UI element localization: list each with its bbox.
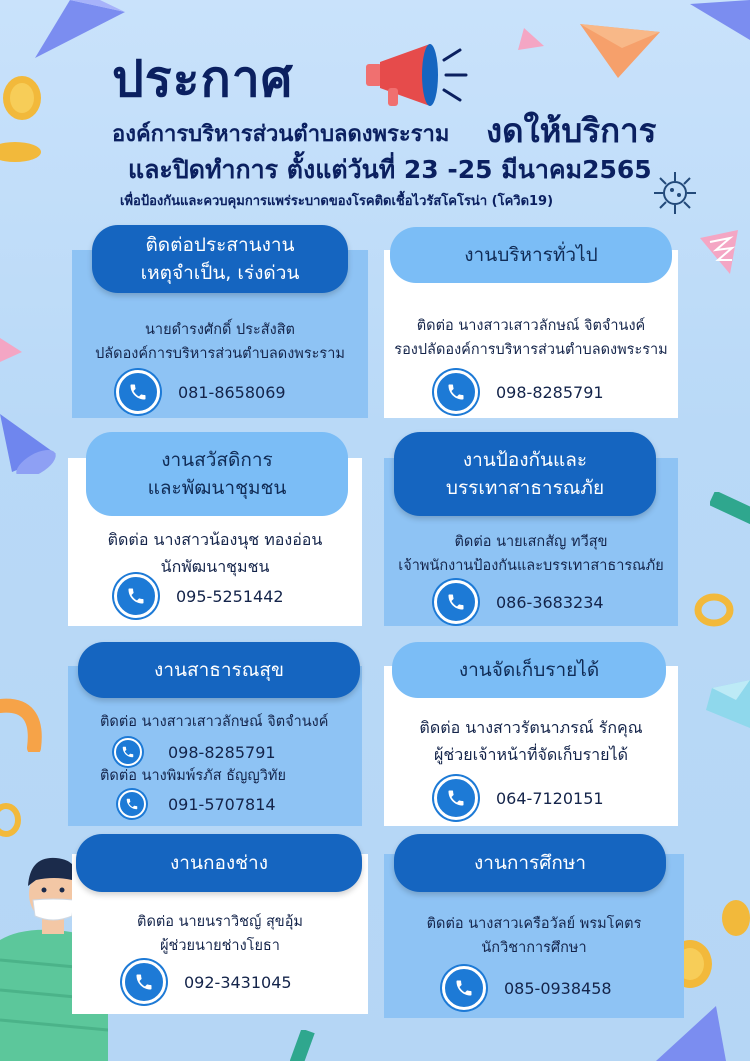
card-welfare-title: งานสวัสดิการ และพัฒนาชุมชน bbox=[86, 432, 348, 516]
phone-number[interactable]: 081-8658069 bbox=[178, 382, 286, 402]
green-tube-bottom-decoration bbox=[290, 1030, 320, 1061]
card-urgent-contact-text bbox=[72, 318, 368, 366]
phone-number[interactable]: 098-8285791 bbox=[496, 382, 604, 402]
virus-icon bbox=[652, 170, 698, 216]
card-education-title: งานการศึกษา bbox=[394, 834, 666, 892]
contact-name: ติดต่อ นางสาวน้องนุช ทองอ่อน bbox=[107, 530, 323, 549]
card-engineering-contact-text bbox=[72, 910, 368, 958]
phone-number[interactable]: 092-3431045 bbox=[184, 972, 292, 992]
contact-position: ผู้ช่วยเจ้าหน้าที่จัดเก็บรายได้ bbox=[434, 745, 628, 764]
card-health-phone-1 bbox=[114, 738, 276, 766]
contact-name: ติดต่อ นางพิมพ์รภัส ธัญญวิทัย bbox=[100, 768, 286, 784]
cone-top-left-decoration bbox=[30, 0, 125, 58]
phone-icon bbox=[114, 574, 158, 618]
phone-icon bbox=[442, 966, 486, 1010]
phone-icon bbox=[118, 790, 146, 818]
card-education-contact-text bbox=[384, 912, 684, 960]
page-title: ประกาศ bbox=[112, 50, 294, 108]
contact-name: ติดต่อ นายนราวิชญ์ สุขอุ้ม bbox=[137, 914, 303, 930]
card-revenue-phone bbox=[434, 776, 604, 820]
card-health-title: งานสาธารณสุข bbox=[78, 642, 360, 698]
card-general-contact-text bbox=[384, 314, 678, 362]
pink-zigzag-decoration bbox=[700, 230, 740, 274]
phone-icon bbox=[434, 580, 478, 624]
orange-arc-decoration bbox=[0, 696, 46, 752]
card-health-phone-2 bbox=[118, 790, 276, 818]
card-revenue-contact-text bbox=[384, 714, 678, 768]
closure-dates: และปิดทำการ ตั้งแต่วันที่ 23 -25 มีนาคม2565 bbox=[128, 155, 652, 184]
card-health-contact-2 bbox=[100, 764, 286, 788]
card-disaster-contact-text bbox=[384, 530, 678, 578]
card-disaster-phone bbox=[434, 580, 604, 624]
service-closed-heading: งดให้บริการ bbox=[486, 111, 657, 150]
cone-left-decoration bbox=[0, 414, 58, 474]
card-urgent-title: ติดต่อประสานงาน เหตุจำเป็น, เร่งด่วน bbox=[92, 225, 348, 293]
card-engineering-phone bbox=[122, 960, 292, 1004]
card-welfare-phone bbox=[114, 574, 284, 618]
card-health-contact-1 bbox=[100, 710, 328, 734]
phone-number[interactable]: 098-8285791 bbox=[168, 742, 276, 762]
contact-position: รองปลัดองค์การบริหารส่วนตำบลดงพระราม bbox=[394, 342, 668, 358]
contact-name: ติดต่อ นางสาวเสาวลักษณ์ จิตจำนงค์ bbox=[416, 318, 646, 334]
phone-icon bbox=[114, 738, 142, 766]
phone-number[interactable]: 086-3683234 bbox=[496, 592, 604, 612]
phone-number[interactable]: 091-5707814 bbox=[168, 794, 276, 814]
contact-position: เจ้าพนักงานป้องกันและบรรเทาสาธารณภัย bbox=[398, 558, 664, 574]
coin-left-decoration bbox=[0, 72, 48, 167]
gold-ring-left-decoration bbox=[0, 800, 24, 840]
phone-icon bbox=[434, 776, 478, 820]
card-engineering-title: งานกองช่าง bbox=[76, 834, 362, 892]
contact-position: ผู้ช่วยนายช่างโยธา bbox=[160, 938, 280, 954]
contact-name: ติดต่อ นางสาวรัตนาภรณ์ รักคุณ bbox=[419, 718, 643, 737]
contact-position: นักพัฒนาชุมชน bbox=[160, 557, 270, 576]
phone-number[interactable]: 095-5251442 bbox=[176, 586, 284, 606]
contact-name: นายดำรงศักดิ์ ประสังสิต bbox=[145, 322, 295, 338]
gold-ring-right-decoration bbox=[694, 592, 734, 628]
pink-triangle-decoration bbox=[516, 26, 546, 52]
green-tube-decoration bbox=[710, 492, 750, 528]
paper-plane-decoration bbox=[580, 22, 660, 80]
contact-name: ติดต่อ นางสาวเครือวัลย์ พรมโคตร bbox=[426, 916, 642, 932]
card-general-phone bbox=[434, 370, 604, 414]
phone-number[interactable]: 064-7120151 bbox=[496, 788, 604, 808]
contact-name: ติดต่อ นางสาวเสาวลักษณ์ จิตจำนงค์ bbox=[100, 714, 329, 730]
card-urgent-phone bbox=[116, 370, 286, 414]
phone-icon bbox=[122, 960, 166, 1004]
contact-name: ติดต่อ นายเสกสัญ ทวีสุข bbox=[454, 534, 608, 550]
phone-icon bbox=[434, 370, 478, 414]
card-revenue-title: งานจัดเก็บรายได้ bbox=[392, 642, 666, 698]
card-disaster-title: งานป้องกันและ บรรเทาสาธารณภัย bbox=[394, 432, 656, 516]
megaphone-icon bbox=[360, 40, 475, 110]
card-general-title: งานบริหารทั่วไป bbox=[390, 227, 672, 283]
contact-position: นักวิชาการศึกษา bbox=[481, 940, 587, 956]
card-education-phone bbox=[442, 966, 612, 1010]
pink-shape-left-decoration bbox=[0, 338, 22, 362]
card-welfare-contact-text bbox=[68, 526, 362, 580]
phone-icon bbox=[116, 370, 160, 414]
diamond-decoration bbox=[706, 680, 750, 728]
organization-name: องค์การบริหารส่วนตำบลดงพระราม bbox=[112, 122, 450, 147]
contact-position: ปลัดองค์การบริหารส่วนตำบลดงพระราม bbox=[95, 346, 345, 362]
closure-purpose: เพื่อป้องกันและควบคุมการแพร่ระบาดของโรคติดเชื้อไวรัสโคโรน่า (โควิด19) bbox=[120, 194, 554, 209]
cone-top-right-decoration bbox=[690, 0, 750, 42]
phone-number[interactable]: 085-0938458 bbox=[504, 978, 612, 998]
